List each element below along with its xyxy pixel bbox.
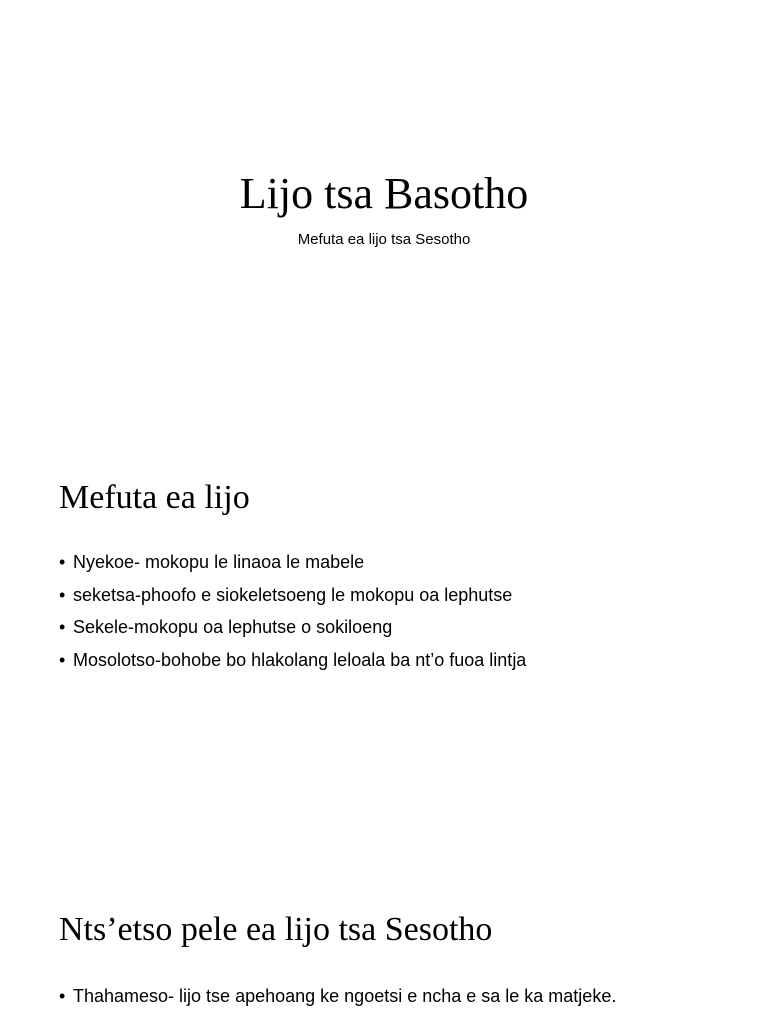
bullet-text: Nyekoe- mokopu le linaoa le mabele: [73, 552, 365, 572]
bullet-icon: •: [59, 986, 66, 1006]
presentation-subtitle: Mefuta ea lijo tsa Sesotho: [297, 231, 471, 248]
bullet-text: seketsa-phoofo e siokeletsoeng le mokopu oa lephutse: [73, 584, 513, 605]
presentation-title: Lijo tsa Basotho: [239, 169, 529, 218]
bullet-text: Mosolotso-bohobe bo hlakolang leloala ba nt’o fuoa lintja: [73, 649, 527, 670]
title-slide: [0, 0, 768, 432]
content-slide-food-development: [0, 864, 768, 1024]
bullet-icon: •: [59, 552, 66, 572]
bullet-item: [59, 980, 616, 1013]
bullet-icon: •: [59, 584, 66, 605]
slide-title: Mefuta ea lijo: [59, 479, 250, 516]
bullet-text: Thahameso- lijo tse apehoang ke ngoetsi e ncha e sa le ka matjeke.: [73, 986, 617, 1006]
bullet-icon: •: [59, 617, 66, 637]
bullet-item: [59, 546, 526, 579]
slide-title: Nts’etso pele ea lijo tsa Sesotho: [59, 911, 493, 948]
bullet-list: [59, 980, 616, 1013]
bullet-item: [59, 579, 526, 612]
bullet-item: [59, 611, 526, 644]
bullet-item: [59, 644, 526, 677]
bullet-icon: •: [59, 649, 66, 670]
bullet-list: [59, 546, 526, 676]
bullet-text: Sekele-mokopu oa lephutse o sokiloeng: [73, 617, 393, 637]
content-slide-food-types: [0, 432, 768, 864]
